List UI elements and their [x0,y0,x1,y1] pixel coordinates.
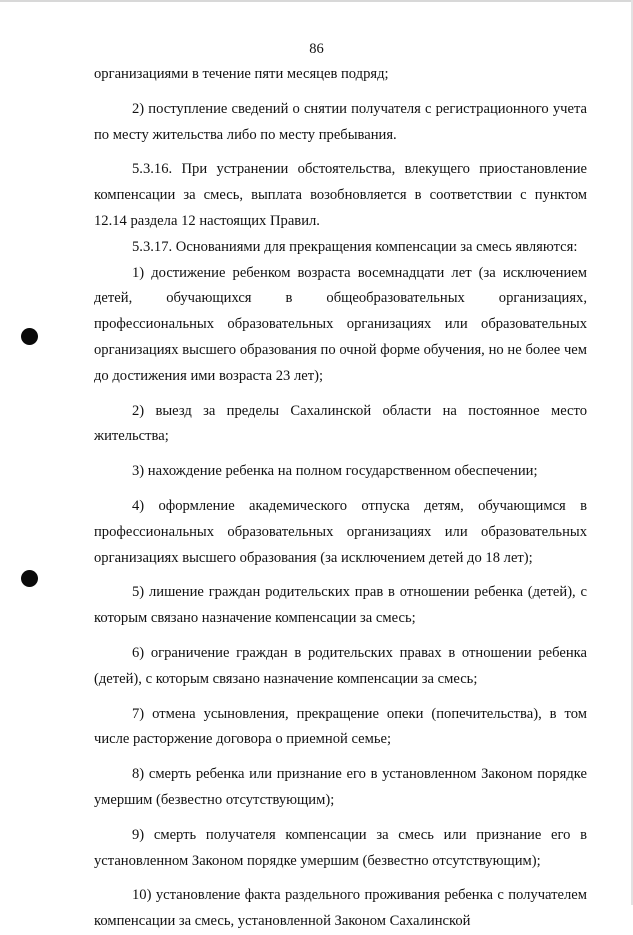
paragraph: 9) смерть получателя компенсации за смесь или признание его в установленном Законом порядке умершим (безвестно отсутствующим); [94,826,587,869]
scan-edge-top [0,0,633,2]
paragraph: 2) поступление сведений о снятии получателя с регистрационного учета по месту жительства либо по месту пребывания. [94,100,587,143]
paragraph: организациями в течение пяти месяцев подряд; [94,66,389,82]
paragraph: 5.3.16. При устранении обстоятельства, влекущего приостановление компенсации за смесь, выплата возобновляется в соответствии с пунктом 12.14 раздела 12 настоящих Правил. [94,161,587,229]
document-body [94,62,587,935]
paragraph: 2) выезд за пределы Сахалинской области на постоянное место жительства; [94,402,587,445]
punch-hole-mark [21,328,38,345]
paragraph: 5.3.17. Основаниями для прекращения компенсации за смесь являются: [132,238,578,255]
paragraph: 1) достижение ребенком возраста восемнадцати лет (за исключением детей, обучающихся в общеобразовательных организациях, профессиональных образовательных организациях или образовательных организациях высшего образования по очной форме обучения, но не более чем до достижения ими возраста 23 лет); [94,264,587,384]
paragraph: 3) нахождение ребенка на полном государственном обеспечении; [132,463,538,480]
paragraph: 8) смерть ребенка или признание его в установленном Законом порядке умершим (безвестно отсутствующим); [94,766,587,808]
page-number: 86 [309,41,324,57]
punch-hole-mark [21,570,38,587]
paragraph: 10) установление факта раздельного проживания ребенка с получателем компенсации за смесь, установленной Законом Сахалинской [94,887,587,930]
paragraph: 7) отмена усыновления, прекращение опеки (попечительства), в том числе расторжение договора о приемной семье; [94,705,587,748]
paragraph: 6) ограничение граждан в родительских правах в отношении ребенка (детей), с которым связано назначение компенсации за смесь; [94,644,587,687]
paragraph: 5) лишение граждан родительских прав в отношении ребенка (детей), с которым связано назначение компенсации за смесь; [94,584,587,627]
paragraph: 4) оформление академического отпуска детям, обучающимся в профессиональных образовательных организациях или образовательных организациях высшего образования (за исключением детей до 18 лет); [94,497,587,566]
